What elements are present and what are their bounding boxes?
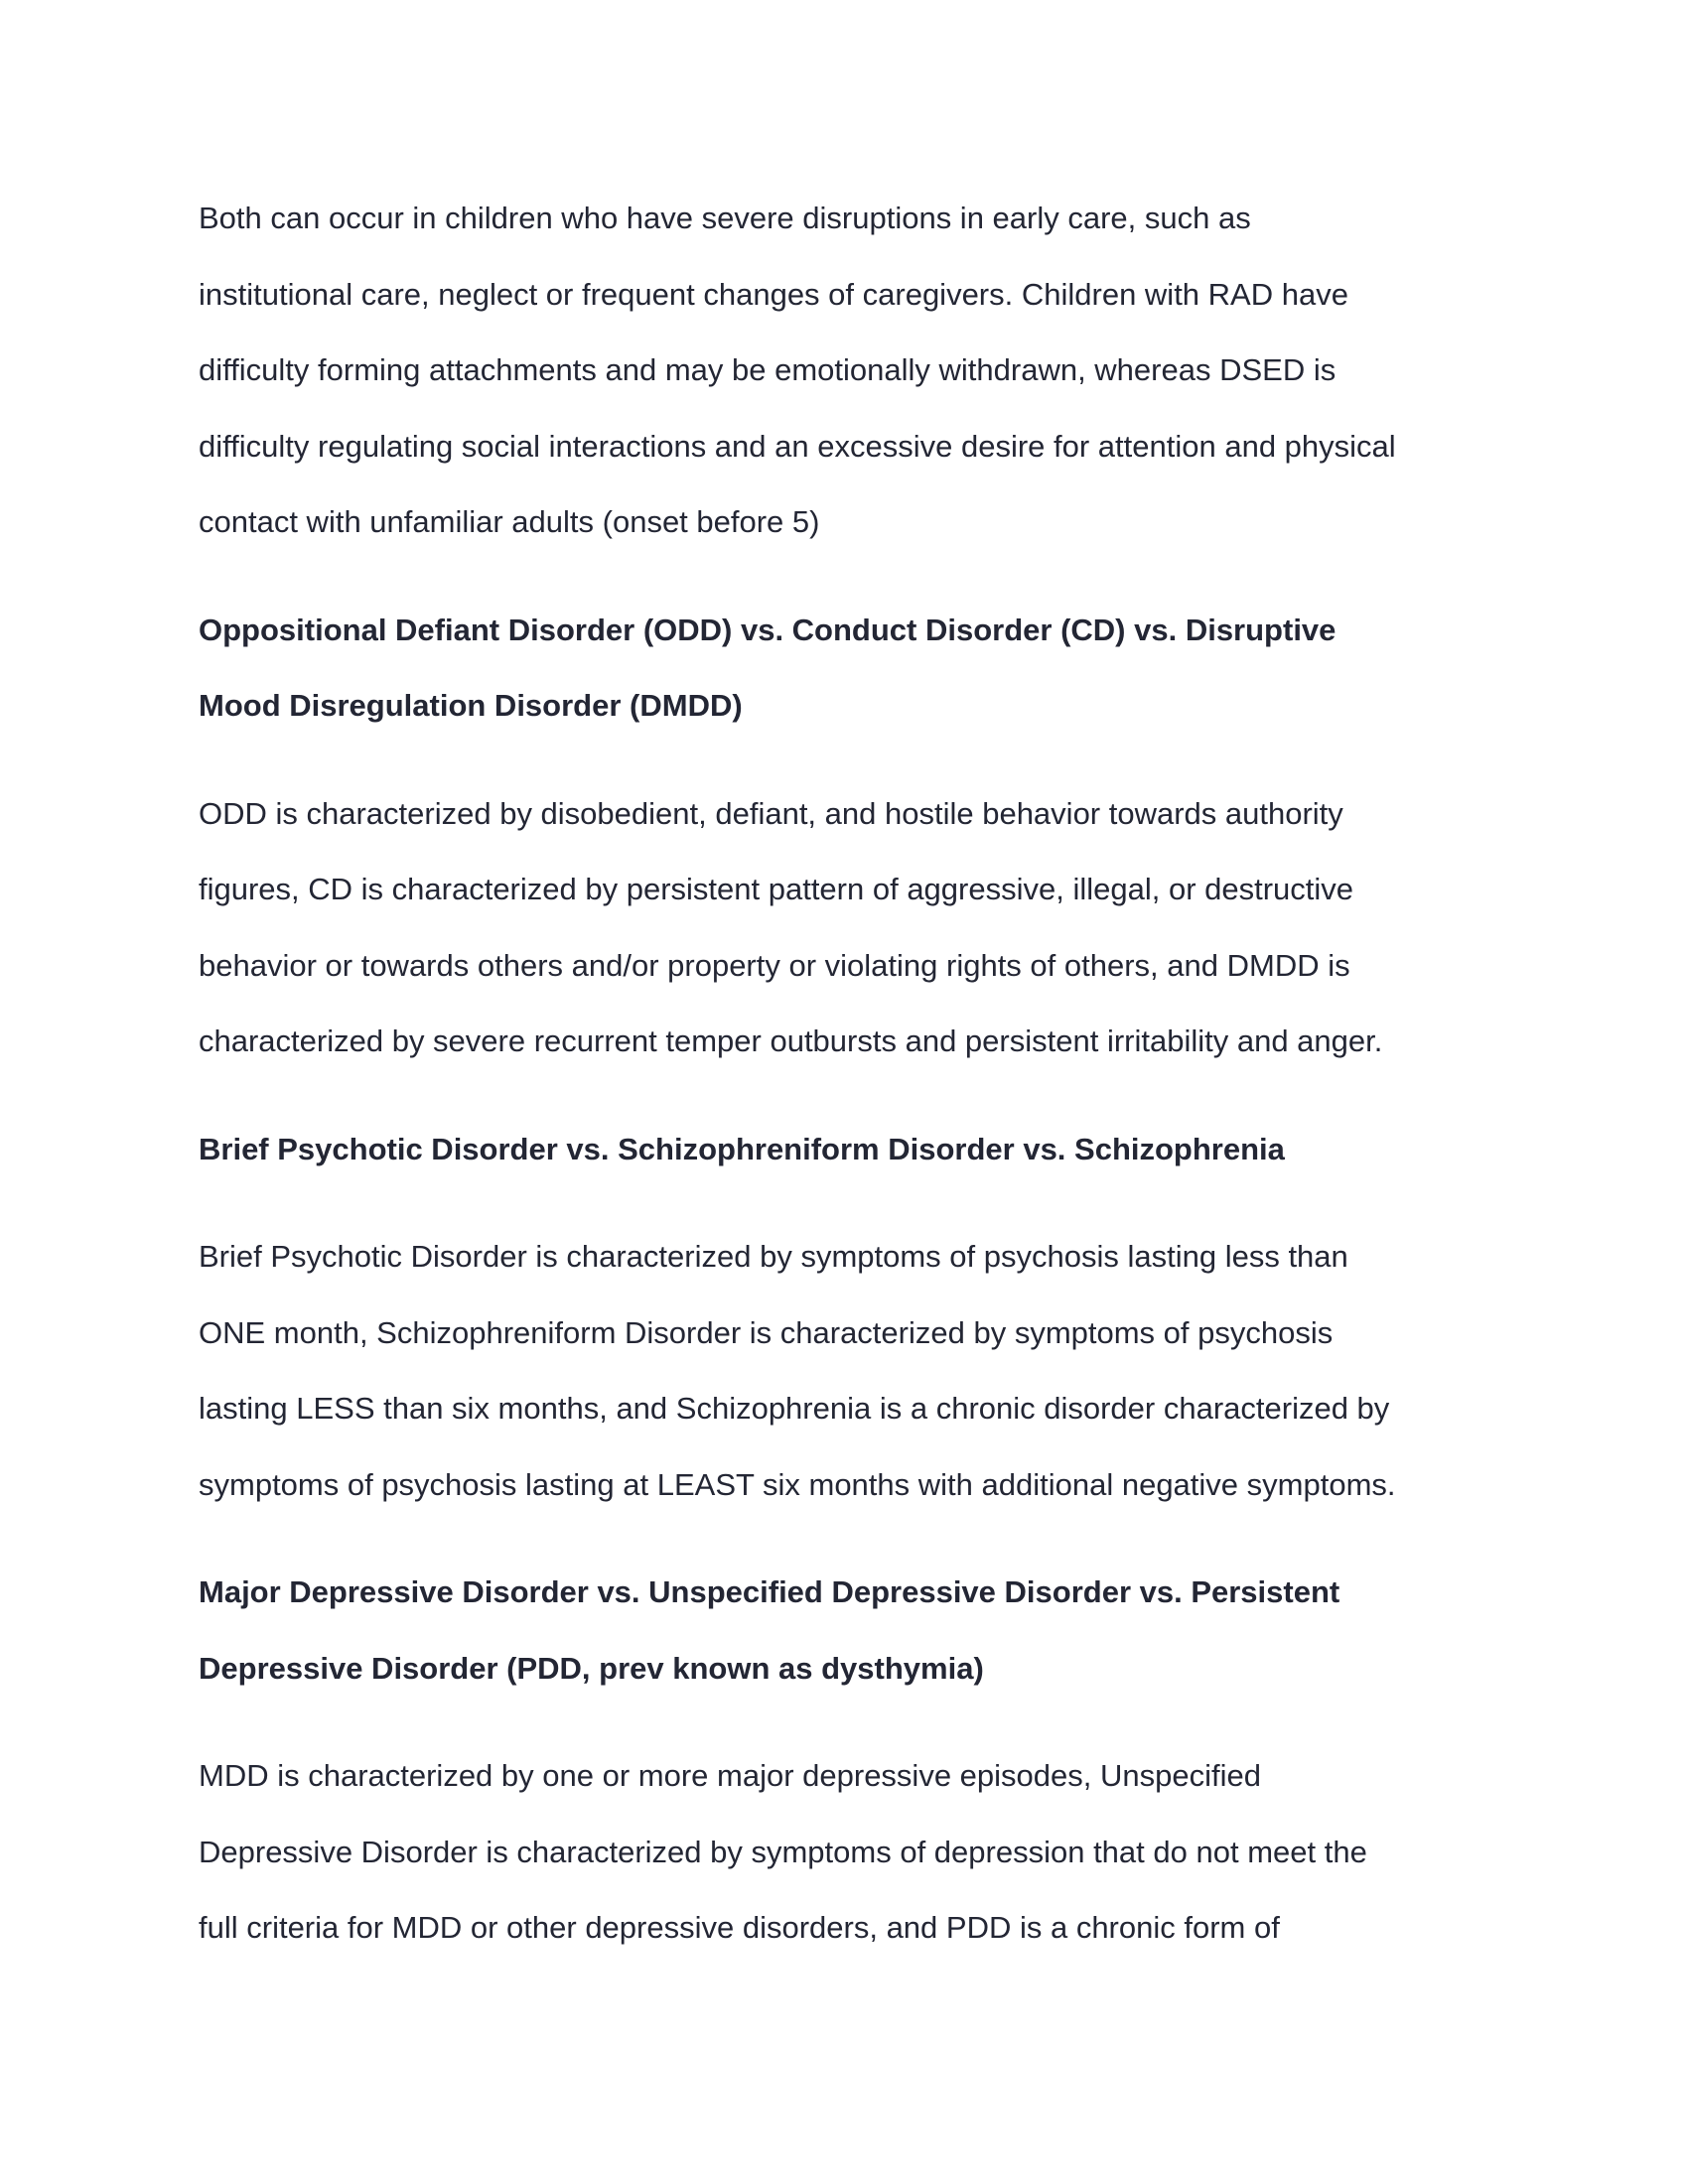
text-line: symptoms of psychosis lasting at LEAST six months with additional negative symptoms. (199, 1466, 1396, 1502)
text-line: contact with unfamiliar adults (onset before 5) (199, 504, 820, 539)
text-line: difficulty regulating social interactions and an excessive desire for attention and physical (199, 428, 1396, 464)
heading-line: Mood Disregulation Disorder (DMDD) (199, 688, 743, 723)
text-line: ONE month, Schizophreniform Disorder is characterized by symptoms of psychosis (199, 1314, 1334, 1350)
text-line: institutional care, neglect or frequent changes of caregivers. Children with RAD have (199, 276, 1348, 312)
text-line: figures, CD is characterized by persistent pattern of aggressive, illegal, or destructive (199, 872, 1354, 906)
paragraph-spacer (199, 1187, 1489, 1219)
heading-depressive-disorders (199, 1555, 1489, 1706)
paragraph-spacer (199, 561, 1489, 593)
heading-odd-cd-dmdd (199, 593, 1489, 745)
paragraph-odd-cd-dmdd (199, 776, 1489, 1080)
heading-line: Brief Psychotic Disorder vs. Schizophreniform Disorder vs. Schizophrenia (199, 1131, 1285, 1166)
heading-psychotic-disorders (199, 1112, 1489, 1188)
text-line: ODD is characterized by disobedient, defiant, and hostile behavior towards authority (199, 795, 1343, 831)
text-line: full criteria for MDD or other depressive disorders, and PDD is a chronic form of (199, 1910, 1280, 1945)
text-line: characterized by severe recurrent temper outbursts and persistent irritability and anger. (199, 1024, 1383, 1058)
heading-line: Oppositional Defiant Disorder (ODD) vs. Conduct Disorder (CD) vs. Disruptive (199, 612, 1336, 647)
paragraph-spacer (199, 1523, 1489, 1555)
text-line: Brief Psychotic Disorder is characterized by symptoms of psychosis lasting less than (199, 1239, 1348, 1274)
text-line: behavior or towards others and/or property or violating rights of others, and DMDD is (199, 947, 1350, 983)
heading-line: Depressive Disorder (PDD, prev known as dysthymia) (199, 1650, 984, 1686)
text-line: lasting LESS than six months, and Schizophrenia is a chronic disorder characterized by (199, 1391, 1390, 1426)
paragraph-attachment-disorders (199, 181, 1489, 561)
paragraph-spacer (199, 745, 1489, 776)
document-body (199, 181, 1489, 1967)
text-line: Depressive Disorder is characterized by symptoms of depression that do not meet the (199, 1834, 1367, 1869)
paragraph-psychotic-disorders (199, 1219, 1489, 1523)
paragraph-spacer (199, 1080, 1489, 1112)
heading-line: Major Depressive Disorder vs. Unspecified Depressive Disorder vs. Persistent (199, 1574, 1340, 1609)
text-line: Both can occur in children who have severe disruptions in early care, such as (199, 201, 1251, 235)
text-line: MDD is characterized by one or more major depressive episodes, Unspecified (199, 1758, 1261, 1793)
text-line: difficulty forming attachments and may be emotionally withdrawn, whereas DSED is (199, 352, 1336, 387)
paragraph-depressive-disorders (199, 1738, 1489, 1967)
paragraph-spacer (199, 1706, 1489, 1738)
